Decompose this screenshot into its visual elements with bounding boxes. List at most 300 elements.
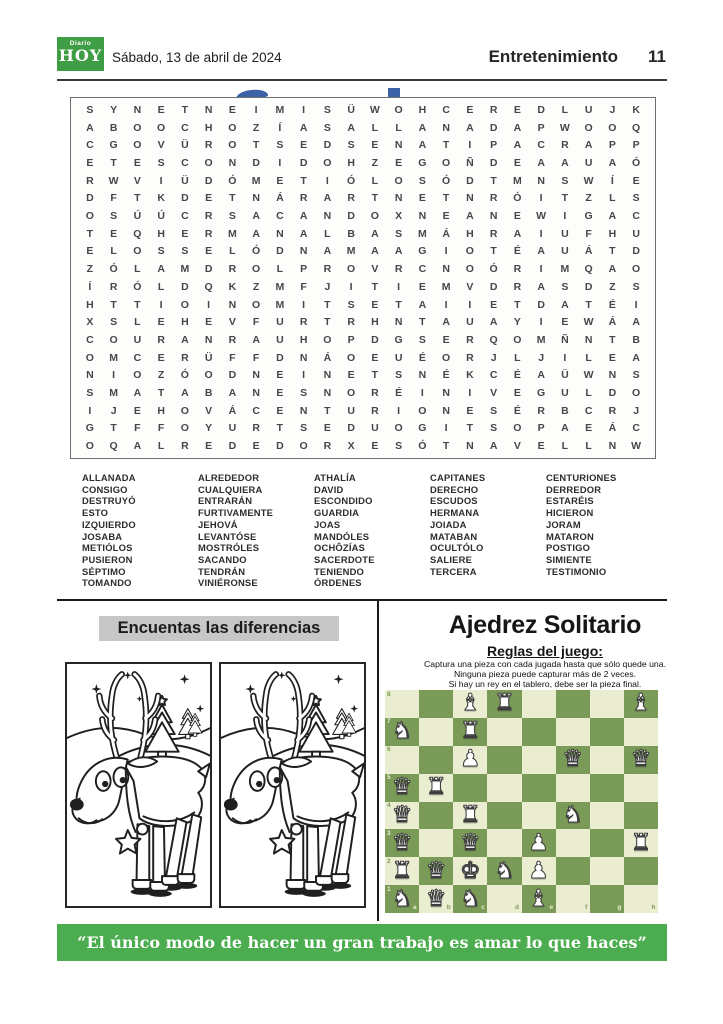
grid-cell: T [442, 440, 450, 453]
section-divider-horizontal [57, 599, 667, 601]
grid-cell: T [134, 298, 141, 311]
grid-cell: A [489, 440, 498, 453]
grid-cell: R [347, 192, 355, 205]
board-square-g4 [590, 802, 624, 830]
section-title: Entretenimiento [488, 47, 618, 66]
rule-line: Ninguna pieza puede capturar más de 2 veces. [453, 668, 637, 679]
grid-cell: X [86, 316, 94, 329]
file-label: b [446, 904, 451, 911]
grid-cell: O [347, 263, 356, 276]
quote-bar: “El único modo de hacer un gran trabajo es amar lo que haces” [57, 924, 667, 961]
grid-cell: É [513, 404, 521, 417]
grid-cell: D [323, 139, 332, 152]
chess-board [385, 690, 658, 913]
grid-cell: B [109, 121, 118, 134]
grid-cell: O [465, 263, 474, 276]
word-item: JOAS [314, 518, 341, 530]
chess-piece-Q: ♛ [630, 746, 652, 773]
grid-cell: T [466, 422, 474, 435]
chess-piece-N: ♞ [562, 801, 583, 828]
grid-cell: N [299, 404, 308, 417]
grid-cell: T [324, 316, 331, 329]
grid-cell: Q [133, 227, 142, 240]
word-item: ALREDEDOR [198, 472, 260, 483]
grid-cell: T [134, 192, 141, 205]
grid-cell: D [466, 174, 474, 187]
grid-cell: J [490, 351, 497, 364]
grid-cell: I [349, 280, 353, 293]
grid-cell: A [371, 227, 379, 240]
grid-cell: O [442, 351, 451, 364]
chess-piece-Q: ♛ [391, 774, 413, 801]
word-item: TESTIMONIO [546, 565, 607, 577]
grid-cell: O [418, 404, 427, 417]
grid-cell: V [205, 404, 213, 417]
grid-cell: C [181, 121, 189, 134]
word-item: ESTARÉIS [546, 495, 594, 507]
grid-cell: O [370, 210, 379, 223]
grid-cell: S [395, 369, 403, 382]
grid-cell: T [110, 298, 117, 311]
word-item: MATARON [546, 530, 594, 542]
grid-cell: E [276, 369, 284, 382]
grid-cell: C [537, 139, 545, 152]
grid-cell: A [371, 245, 379, 258]
board-square-a8 [385, 690, 419, 718]
grid-cell: D [347, 422, 355, 435]
grid-cell: S [86, 387, 94, 400]
grid-cell: U [584, 103, 593, 116]
word-item: IZQUIERDO [82, 518, 136, 530]
grid-cell: T [324, 404, 331, 417]
grid-cell: N [228, 156, 237, 169]
rank-label: 7 [387, 718, 391, 726]
word-item: DESTRUYÓ [82, 495, 136, 507]
grid-cell: E [395, 156, 403, 169]
grid-cell: H [418, 103, 427, 116]
grid-cell: I [254, 103, 258, 116]
grid-cell: Z [86, 263, 94, 276]
grid-cell: U [347, 404, 355, 417]
word-column [198, 472, 312, 589]
grid-cell: Ó [418, 440, 427, 453]
board-square-f8 [556, 690, 590, 718]
word-item: JEHOVÁ [198, 518, 238, 530]
board-square-f1 [556, 885, 590, 913]
word-item: OCULTÓLO [430, 542, 484, 554]
grid-cell: M [346, 245, 356, 258]
grid-cell: G [418, 422, 427, 435]
grid-cell: M [251, 174, 261, 187]
word-item: MATABAN [430, 530, 478, 542]
grid-cell: A [157, 263, 165, 276]
word-column [546, 472, 660, 577]
grid-cell: R [252, 422, 260, 435]
board-square-e4 [522, 802, 556, 830]
board-square-h2 [624, 857, 658, 885]
grid-cell: E [608, 351, 616, 364]
board-square-h5 [624, 774, 658, 802]
word-item: JOIADA [430, 518, 467, 530]
grid-cell: I [159, 174, 163, 187]
grid-cell: N [86, 369, 94, 382]
grid-cell: S [395, 227, 403, 240]
grid-cell: M [441, 280, 451, 293]
grid-cell: I [539, 227, 543, 240]
grid-cell: I [563, 351, 567, 364]
grid-cell: Ó [252, 245, 261, 258]
grid-cell: R [181, 440, 189, 453]
word-item: CUALQUIERA [198, 483, 263, 495]
grid-cell: C [86, 139, 94, 152]
grid-cell: T [86, 227, 94, 240]
grid-cell: H [371, 316, 379, 329]
grid-cell: O [180, 298, 189, 311]
grid-cell: E [418, 192, 426, 205]
grid-cell: O [85, 440, 94, 453]
grid-cell: L [514, 351, 521, 364]
grid-cell: E [347, 369, 355, 382]
grid-cell: D [86, 192, 94, 205]
board-square-e7 [522, 718, 556, 746]
grid-cell: M [275, 103, 285, 116]
word-item: ESTO [82, 507, 109, 519]
grid-cell: E [466, 404, 474, 417]
grid-cell: A [418, 121, 427, 134]
board-square-c1 [453, 885, 487, 913]
grid-cell: G [85, 422, 94, 435]
board-square-g8 [590, 690, 624, 718]
grid-cell: Á [584, 245, 593, 258]
grid-cell: N [489, 210, 498, 223]
grid-cell: Ú [157, 210, 165, 223]
grid-cell: A [537, 369, 545, 382]
grid-cell: S [110, 316, 118, 329]
grid-cell: U [228, 422, 237, 435]
grid-cell: Ó [513, 192, 522, 205]
rank-label: 1 [387, 885, 391, 893]
grid-cell: A [252, 210, 260, 223]
grid-cell: O [85, 210, 94, 223]
grid-cell: N [394, 139, 403, 152]
grid-cell: K [466, 369, 474, 382]
grid-cell: N [299, 245, 308, 258]
grid-cell: N [537, 174, 545, 187]
grid-cell: O [133, 121, 142, 134]
grid-cell: K [632, 103, 640, 116]
board-square-b3 [419, 829, 453, 857]
grid-cell: A [323, 192, 332, 205]
board-square-h1 [624, 885, 658, 913]
grid-cell: R [157, 333, 165, 346]
grid-cell: A [299, 227, 308, 240]
grid-cell: M [109, 387, 118, 400]
grid-cell: É [608, 298, 616, 311]
grid-cell: Q [489, 333, 498, 346]
grid-cell: M [180, 263, 190, 276]
rule-line: Captura una pieza con cada jugada hasta que sólo quede una. [424, 659, 666, 669]
word-list [82, 472, 657, 592]
grid-cell: G [109, 139, 118, 152]
grid-cell: C [133, 351, 142, 364]
grid-cell: Á [228, 404, 237, 417]
chess-piece-N: ♞ [460, 885, 481, 912]
word-item: ESCUDOS [430, 495, 478, 507]
grid-cell: C [181, 156, 189, 169]
grid-cell: O [442, 156, 451, 169]
grid-cell: O [133, 245, 142, 258]
word-item: DAVID [314, 483, 344, 495]
grid-cell: O [513, 422, 522, 435]
grid-cell: Ó [632, 156, 641, 169]
grid-cell: Í [278, 121, 282, 134]
grid-cell: N [323, 210, 332, 223]
grid-cell: V [513, 440, 521, 453]
chess-piece-N: ♞ [494, 857, 515, 884]
grid-cell: Q [109, 440, 118, 453]
board-square-a1 [385, 885, 419, 913]
grid-cell: R [371, 387, 379, 400]
grid-cell: I [397, 280, 401, 293]
grid-cell: O [133, 369, 142, 382]
board-square-g3 [590, 829, 624, 857]
rank-label: 2 [387, 857, 391, 865]
grid-cell: Ñ [561, 333, 569, 346]
grid-cell: S [86, 103, 94, 116]
grid-cell: M [560, 263, 570, 276]
grid-cell: O [299, 440, 308, 453]
grid-cell: X [347, 440, 355, 453]
file-label: d [515, 904, 519, 911]
word-item: DERECHO [430, 483, 479, 495]
grid-cell: O [394, 422, 403, 435]
grid-cell: A [537, 156, 545, 169]
grid-cell: N [252, 192, 260, 205]
grid-cell: T [419, 316, 426, 329]
grid-cell: N [442, 404, 450, 417]
diario-hoy-logo [57, 37, 104, 71]
grid-cell: I [325, 174, 329, 187]
grid-cell: C [442, 103, 450, 116]
grid-cell: S [157, 245, 165, 258]
grid-cell: E [418, 280, 426, 293]
grid-cell: C [418, 263, 427, 276]
word-item: ALLANADA [82, 472, 136, 483]
grid-cell: O [252, 263, 261, 276]
grid-cell: S [632, 280, 640, 293]
grid-cell: Z [371, 156, 379, 169]
chess-piece-K: ♚ [460, 857, 481, 884]
board-square-f2 [556, 857, 590, 885]
grid-cell: D [537, 298, 545, 311]
grid-cell: Ó [109, 263, 118, 276]
grid-cell: U [394, 351, 403, 364]
grid-cell: A [181, 333, 189, 346]
grid-cell: R [489, 192, 498, 205]
grid-cell: G [418, 156, 427, 169]
board-square-g7 [590, 718, 624, 746]
word-item: SIMIENTE [546, 553, 592, 565]
board-square-e6 [522, 746, 556, 774]
grid-cell: L [561, 440, 569, 453]
grid-cell: S [323, 103, 331, 116]
grid-cell: O [513, 333, 522, 346]
grid-cell: B [347, 227, 355, 240]
grid-cell: A [299, 121, 308, 134]
grid-cell: R [489, 103, 498, 116]
grid-cell: D [181, 280, 189, 293]
grid-cell: Í [610, 174, 614, 187]
grid-cell: Á [323, 351, 332, 364]
board-square-f6 [556, 746, 590, 774]
grid-cell: L [324, 227, 331, 240]
grid-cell: Z [252, 280, 260, 293]
grid-cell: J [324, 280, 331, 293]
grid-cell: P [537, 422, 545, 435]
grid-cell: R [109, 280, 118, 293]
grid-cell: W [583, 369, 594, 382]
grid-cell: I [88, 404, 92, 417]
grid-cell: E [228, 103, 236, 116]
grid-cell: U [561, 387, 569, 400]
grid-cell: H [347, 156, 355, 169]
board-square-b1 [419, 885, 453, 913]
board-square-e8 [522, 690, 556, 718]
grid-cell: A [537, 245, 545, 258]
grid-cell: A [394, 245, 403, 258]
word-item: PUSIERON [82, 553, 133, 565]
word-item: ESCONDIDO [314, 495, 373, 507]
grid-cell: I [444, 298, 448, 311]
word-item: FURTIVAMENTE [198, 507, 274, 519]
rank-label: 3 [387, 829, 391, 837]
grid-cell: S [347, 298, 355, 311]
grid-cell: R [513, 280, 522, 293]
grid-cell: A [347, 121, 355, 134]
grid-cell: M [275, 280, 285, 293]
grid-cell: Z [609, 280, 616, 293]
word-item: TOMANDO [82, 577, 132, 589]
chess-piece-R: ♜ [425, 774, 447, 801]
grid-cell: D [204, 263, 213, 276]
grid-cell: L [371, 174, 379, 187]
grid-cell: A [252, 333, 260, 346]
grid-cell: F [585, 227, 592, 240]
grid-cell: F [229, 351, 236, 364]
board-square-g1 [590, 885, 624, 913]
grid-cell: N [608, 440, 617, 453]
word-column [430, 472, 544, 577]
board-square-a5 [385, 774, 419, 802]
grid-cell: N [394, 316, 403, 329]
board-square-c3 [453, 829, 487, 857]
grid-cell: D [181, 192, 189, 205]
board-square-d3 [487, 829, 521, 857]
grid-cell: R [204, 227, 213, 240]
header-rule [57, 79, 667, 81]
rank-label: 5 [387, 774, 391, 782]
grid-cell: I [468, 387, 472, 400]
board-square-d8 [487, 690, 521, 718]
grid-cell: F [252, 316, 260, 329]
grid-cell: E [323, 422, 331, 435]
chess-piece-R: ♜ [460, 801, 481, 828]
word-item: SALIERE [430, 553, 473, 565]
grid-cell: S [276, 139, 284, 152]
grid-cell: Q [632, 121, 641, 134]
grid-cell: O [347, 387, 356, 400]
grid-cell: V [371, 263, 379, 276]
word-column [314, 472, 428, 589]
grid-cell: R [181, 351, 189, 364]
grid-cell: M [275, 298, 285, 311]
board-square-d2 [487, 857, 521, 885]
grid-cell: L [585, 351, 592, 364]
grid-cell: T [371, 192, 379, 205]
board-square-c7 [453, 718, 487, 746]
grid-cell: S [490, 404, 498, 417]
grid-cell: H [157, 227, 165, 240]
grid-cell: H [608, 227, 617, 240]
grid-cell: E [205, 440, 213, 453]
grid-cell: Á [276, 192, 284, 205]
grid-cell: H [299, 333, 308, 346]
board-square-c5 [453, 774, 487, 802]
grid-cell: R [86, 174, 94, 187]
grid-cell: Ü [181, 174, 189, 187]
grid-cell: U [133, 333, 142, 346]
grid-cell: I [112, 369, 116, 382]
grid-cell: T [561, 192, 569, 205]
grid-cell: R [513, 263, 522, 276]
grid-cell: E [300, 139, 308, 152]
grid-cell: R [489, 227, 498, 240]
grid-cell: D [276, 440, 284, 453]
grid-cell: L [110, 245, 117, 258]
grid-cell: S [110, 210, 118, 223]
board-square-f4 [556, 802, 590, 830]
grid-cell: E [442, 210, 450, 223]
grid-cell: Ó [133, 280, 142, 293]
grid-cell: É [513, 245, 521, 258]
grid-cell: E [513, 210, 521, 223]
grid-cell: D [252, 156, 260, 169]
grid-cell: D [608, 387, 617, 400]
word-item: CONSIGO [82, 483, 128, 495]
grid-cell: Ü [181, 139, 189, 152]
grid-cell: E [181, 227, 189, 240]
board-square-b7 [419, 718, 453, 746]
grid-cell: A [252, 227, 260, 240]
grid-cell: T [157, 387, 165, 400]
word-item: VINIÉRONSE [198, 577, 258, 589]
grid-cell: T [609, 333, 616, 346]
grid-cell: A [418, 139, 427, 152]
grid-cell: R [299, 192, 308, 205]
grid-cell: Ú [133, 210, 142, 223]
grid-cell: R [371, 404, 379, 417]
chess-piece-Q: ♛ [425, 857, 447, 884]
grid-cell: I [468, 298, 472, 311]
grid-cell: E [205, 192, 213, 205]
grid-cell: I [278, 156, 282, 169]
grid-cell: I [539, 316, 543, 329]
file-label: h [651, 904, 656, 911]
board-square-h6 [624, 746, 658, 774]
grid-cell: I [563, 210, 567, 223]
grid-cell: L [134, 316, 141, 329]
grid-cell: N [442, 121, 450, 134]
